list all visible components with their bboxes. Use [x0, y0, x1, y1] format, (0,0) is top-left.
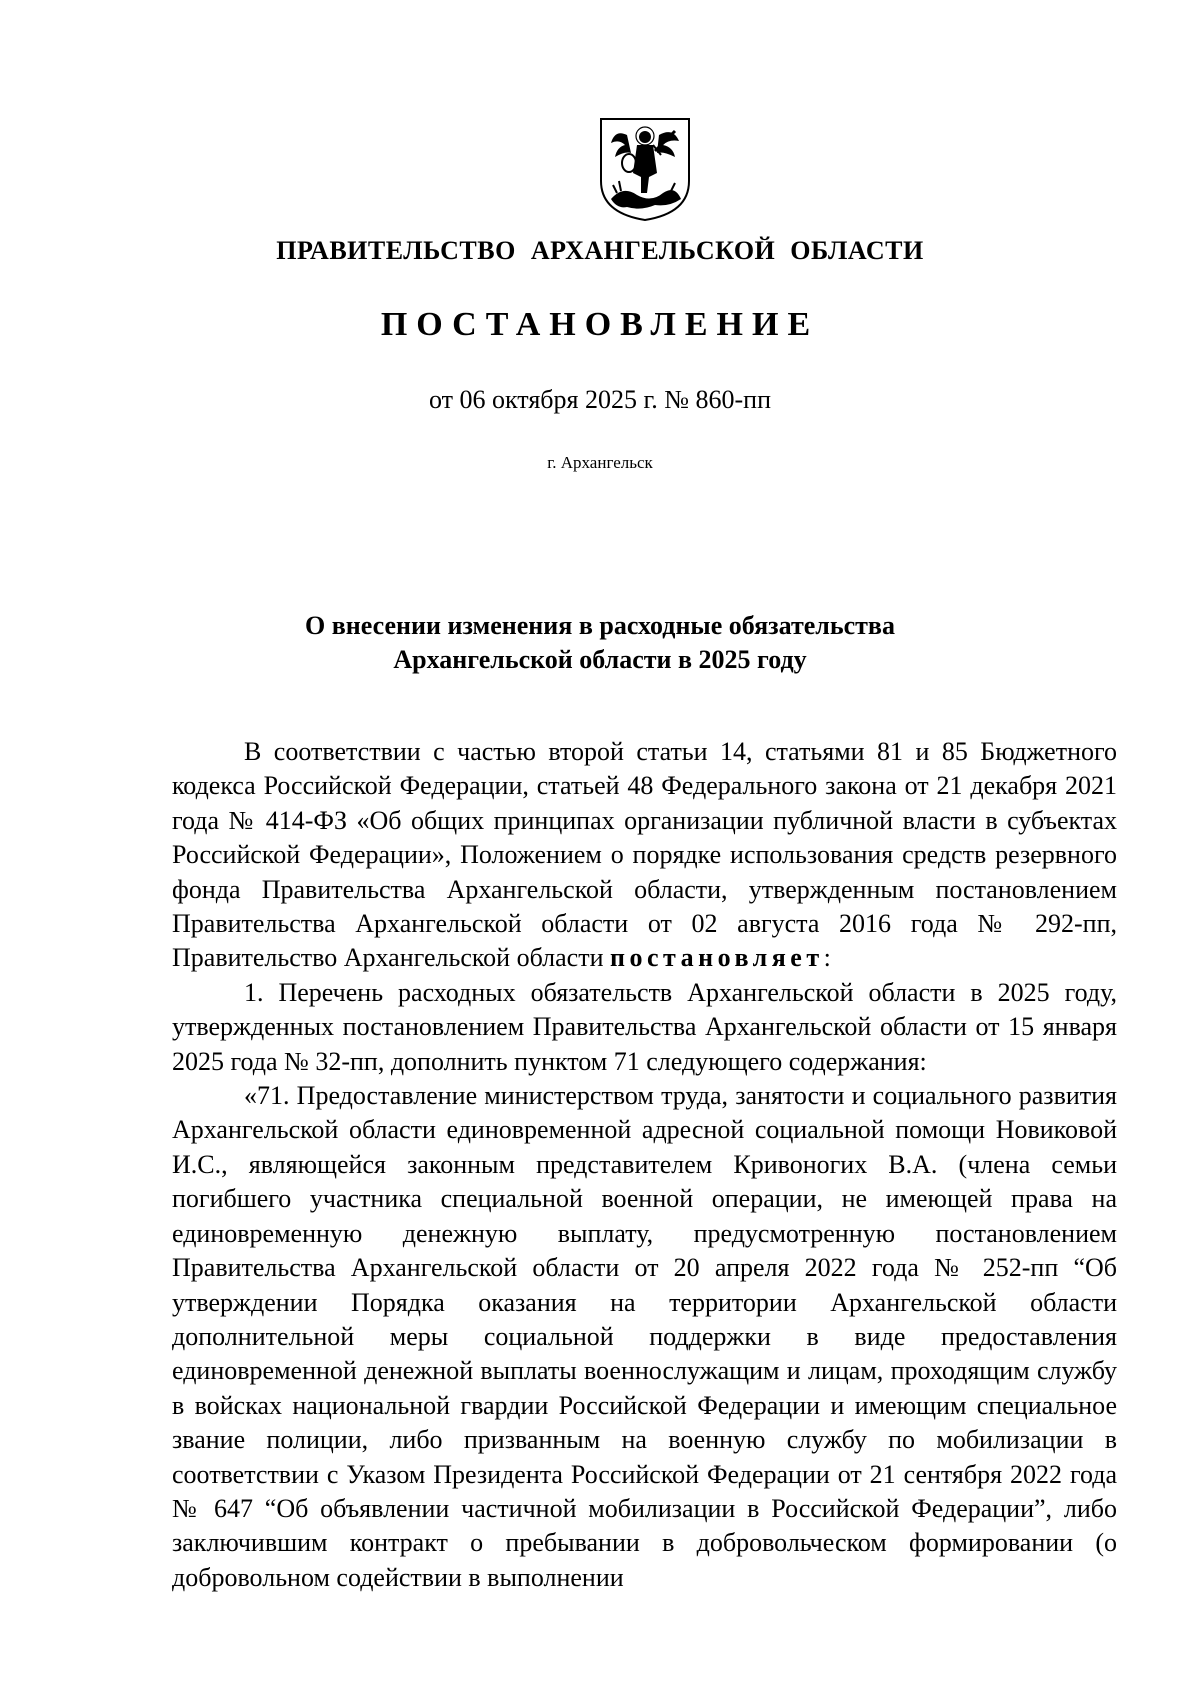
document-subject — [0, 609, 1200, 677]
resolves-word: постановляет — [610, 943, 824, 973]
subject-line-1: О внесении изменения в расходные обязательства — [305, 611, 895, 640]
document-date-number: от 06 октября 2025 г. № 860-пп — [429, 385, 771, 414]
resolves-colon: : — [823, 943, 831, 973]
preamble-paragraph — [172, 735, 1117, 976]
preamble-text: В соответствии с частью второй статьи 14, статьями 81 и 85 Бюджетного кодекса Российской Федерации, статьей 48 Федерального закона от 21 декабря 2021 года № 414-ФЗ «Об общих принципах организации публичной власти в субъектах Российской Федерации», Положением о порядке использования средств резервного фонда Правительства Архангельской области, утвержденным постановлением Правительства Архангельской области от 02 августа 2016 года № 292-пп, Правительство Архангельской области — [172, 737, 1117, 973]
document-type: ПОСТАНОВЛЕНИЕ — [380, 306, 820, 343]
archangelsk-coat-of-arms-icon — [597, 115, 693, 223]
government-title: ПРАВИТЕЛЬСТВО АРХАНГЕЛЬСКОЙ ОБЛАСТИ — [276, 236, 924, 265]
document-city: г. Архангельск — [547, 453, 653, 472]
item-71-paragraph: «71. Предоставление министерством труда, занятости и социального развития Архангельской области единовременной адресной социальной помощи Новиковой И.С., являющейся законным представителем Кривоногих В.А. (члена семьи погибшего участника специальной военной операции, не имеющей права на единовременную денежную выплату, предусмотренную постановлением Правительства Архангельской области от 20 апреля 2022 года № 252-пп “Об утверждении Порядка оказания на территории Архангельской области дополнительной меры социальной поддержки в виде предоставления единовременной денежной выплаты военнослужащим и лицам, проходящим службу в войсках национальной гвардии Российской Федерации и имеющим специальное звание полиции, либо призванным на военную службу по мобилизации в соответствии с Указом Президента Российской Федерации от 21 сентября 2022 года № 647 “Об объявлении частичной мобилизации в Российской Федерации”, либо заключившим контракт о пребывании в добровольческом формировании (о добровольном содействии в выполнении — [172, 1081, 1117, 1592]
subject-line-2: Архангельской области в 2025 году — [393, 645, 807, 674]
item-1-paragraph: 1. Перечень расходных обязательств Архангельской области в 2025 году, утвержденных постановлением Правительства Архангельской области от 15 января 2025 года № 32-пп, дополнить пунктом 71 следующего содержания: — [172, 977, 1117, 1076]
document-body — [172, 735, 1117, 1595]
